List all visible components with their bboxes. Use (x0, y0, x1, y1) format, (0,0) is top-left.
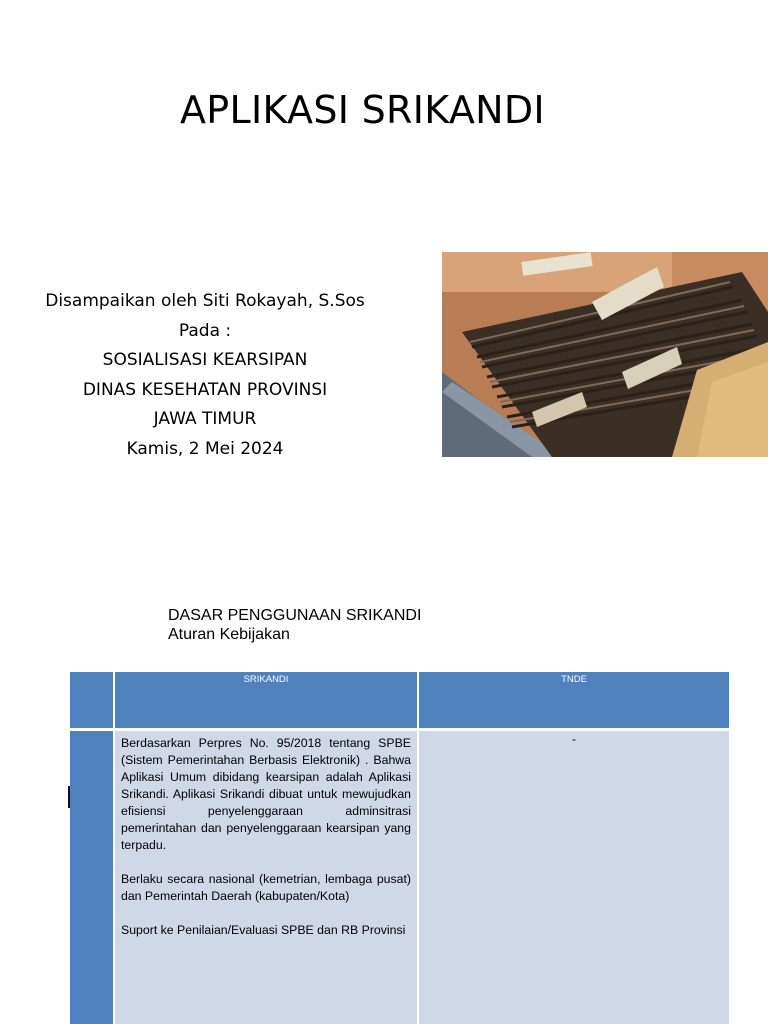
presenter-line: SOSIALISASI KEARSIPAN (102, 350, 308, 370)
archive-files-photo (442, 252, 768, 457)
srikandi-paragraph: Suport ke Penilaian/Evaluasi SPBE dan RB Provinsi (121, 923, 406, 937)
section-heading (168, 606, 421, 644)
section-title: DASAR PENGGUNAAN SRIKANDI (168, 607, 422, 624)
srikandi-paragraph: Berdasarkan Perpres No. 95/2018 tentang SPBE (Sistem Pemerintahan Berbasis Elektronik) . Bahwa Aplikasi Umum dibidang kearsipan adalah Aplikasi Srikandi. Aplikasi Srikandi dibuat untuk mewujudkan efisiensi penyelenggaraan adminsitrasi pemerintahan dan penyelenggaraan kearsipan yang terpadu. (121, 736, 411, 852)
presenter-line: Kamis, 2 Mei 2024 (126, 438, 284, 459)
presenter-line: Disampaikan oleh Siti Rokayah, S.Sos (45, 291, 365, 311)
tnde-cell (419, 731, 729, 1024)
table-row-label-cell (70, 731, 113, 1024)
page-title: APLIKASI SRIKANDI (180, 88, 545, 132)
presenter-line: Pada : (178, 320, 232, 341)
table-header-tnde: TNDE (419, 672, 729, 728)
presenter-line: JAWA TIMUR (153, 409, 257, 429)
archive-files-illustration (442, 252, 768, 457)
srikandi-paragraph: Berlaku secara nasional (kemetrian, lembaga pusat) dan Pemerintah Daerah (kabupaten/Kota) (121, 872, 411, 903)
srikandi-cell (115, 731, 417, 1024)
section-subtitle: Aturan Kebijakan (168, 626, 290, 643)
presenter-line: DINAS KESEHATAN PROVINSI (82, 379, 328, 400)
presenter-info (40, 287, 370, 464)
tnde-value: - (572, 732, 576, 746)
comparison-table (70, 672, 729, 1024)
table-header-blank (70, 672, 113, 728)
table-header-srikandi: SRIKANDI (115, 672, 417, 728)
